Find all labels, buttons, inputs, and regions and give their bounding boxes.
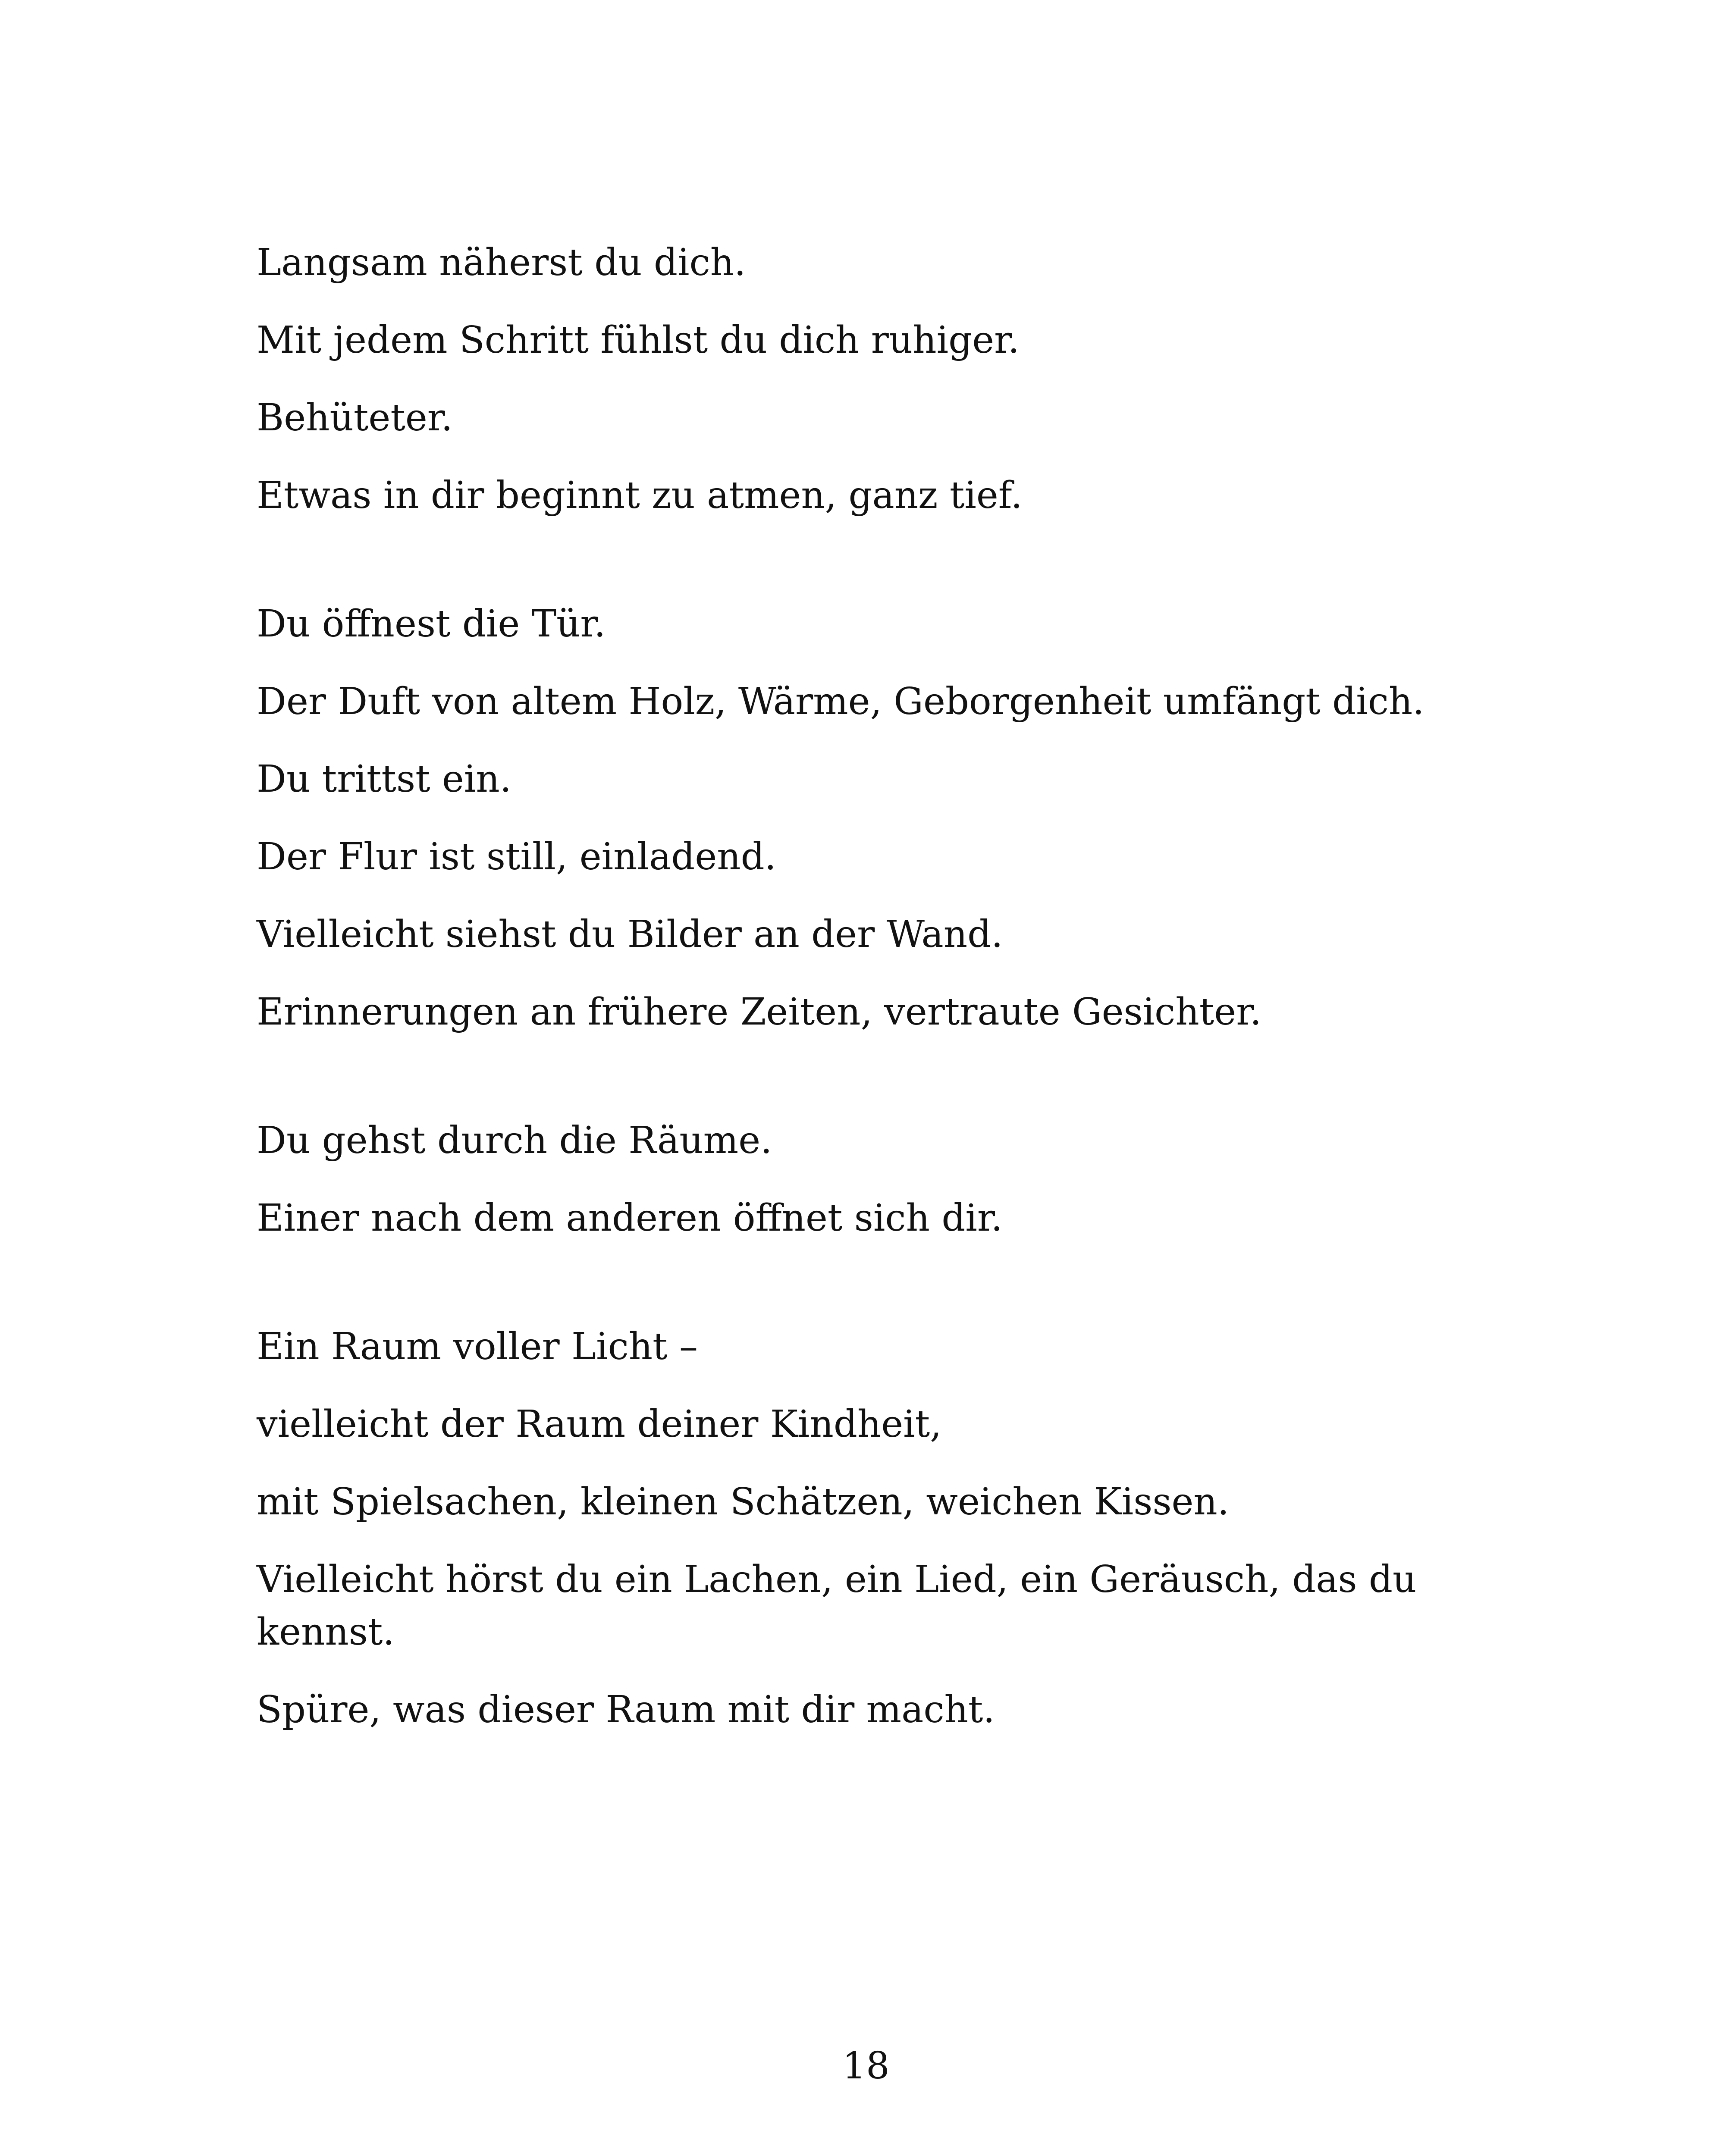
- text-line: Vielleicht hörst du ein Lachen, ein Lied, ein Geräusch, das du kennst.: [257, 1558, 1417, 1654]
- text-line: Langsam näherst du dich.: [257, 241, 746, 284]
- text-line: Behüteter.: [257, 396, 453, 439]
- text-line: Mit jedem Schritt fühlst du dich ruhiger.: [257, 319, 1020, 362]
- text-line: Spüre, was dieser Raum mit dir macht.: [257, 1688, 995, 1731]
- text-line: Du trittst ein.: [257, 758, 512, 801]
- text-line: Einer nach dem anderen öffnet sich dir.: [257, 1197, 1003, 1240]
- stanza-3: [257, 1114, 1456, 1244]
- stanza-1: [257, 236, 1456, 522]
- text-line: Ein Raum voller Licht –: [257, 1325, 698, 1368]
- text-line: Du gehst durch die Räume.: [257, 1119, 772, 1162]
- page-number: 18: [842, 2044, 890, 2087]
- text-line: Erinnerungen an frühere Zeiten, vertraute Gesichter.: [257, 990, 1262, 1034]
- stanza-4: [257, 1320, 1456, 1736]
- stanza-2: [257, 598, 1456, 1038]
- text-line: Du öffnest die Tür.: [257, 602, 606, 646]
- text-line: Vielleicht siehst du Bilder an der Wand.: [257, 913, 1003, 956]
- body-text: [257, 236, 1456, 1761]
- text-line: Der Duft von altem Holz, Wärme, Geborgenheit umfängt dich.: [257, 680, 1425, 723]
- text-line: Etwas in dir beginnt zu atmen, ganz tief.: [257, 474, 1023, 517]
- text-line: vielleicht der Raum deiner Kindheit,: [257, 1403, 942, 1446]
- text-line: mit Spielsachen, kleinen Schätzen, weichen Kissen.: [257, 1480, 1230, 1523]
- text-line: Der Flur ist still, einladend.: [257, 835, 777, 878]
